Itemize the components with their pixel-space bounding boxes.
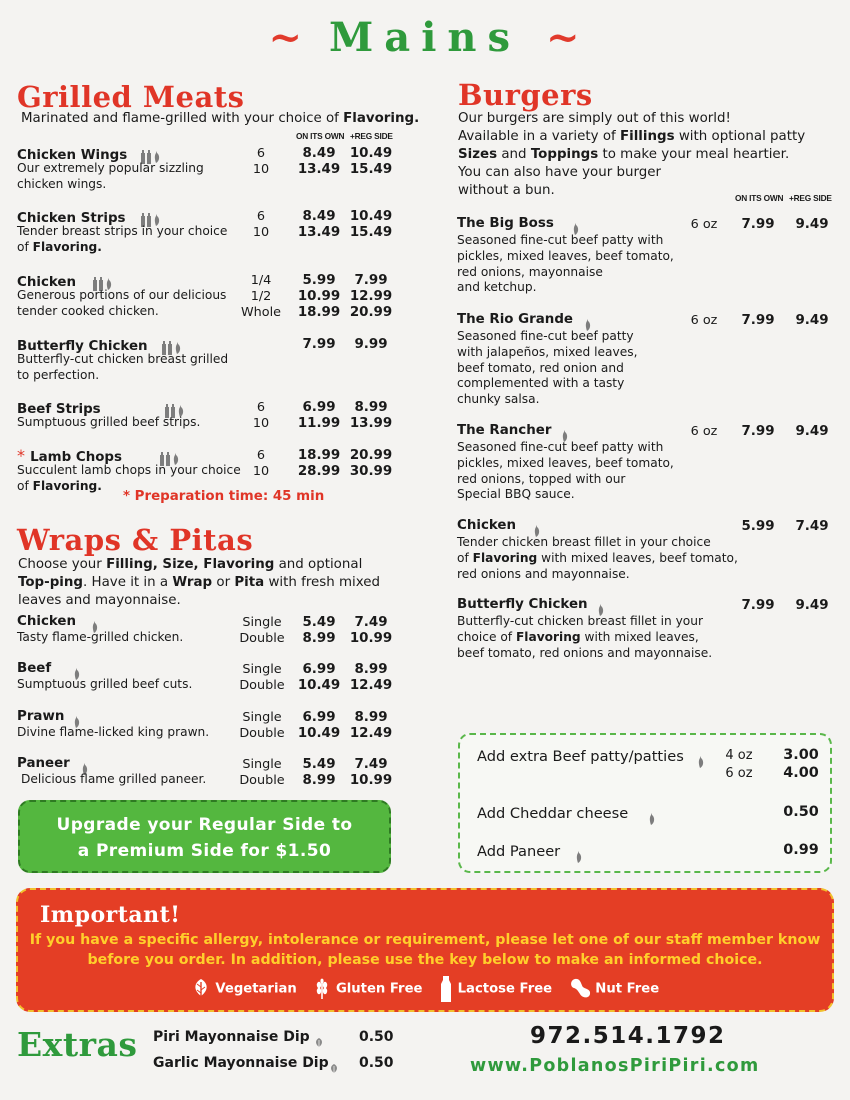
item-diet-icons: [308, 1031, 324, 1051]
grilled-col-side: +REG SIDE: [350, 131, 393, 141]
burgers-intro-l2b: Fillings: [619, 129, 675, 144]
wraps-intro-1: Choose your: [18, 557, 107, 572]
desc-part: of: [457, 550, 473, 565]
price-own: 18.99: [297, 448, 341, 463]
price-with-side: 10.99: [349, 631, 393, 646]
diet-icons: [696, 751, 705, 770]
price-own: 8.99: [302, 773, 336, 788]
price-own: 7.99: [741, 313, 775, 328]
legend-lactose-free: [439, 975, 552, 1003]
burgers-intro-l3c: Toppings: [530, 147, 599, 162]
important-text: [18, 930, 832, 970]
wraps-intro-9: with fresh mixed leaves and mayonnaise.: [18, 575, 381, 608]
chili-icon: [574, 850, 583, 864]
burger-desc-line: red onions and mayonnaise.: [457, 566, 630, 581]
upgrade-line-2: a Premium Side for $1.50: [77, 841, 332, 861]
desc-text: Tender breast strips in your choice of: [17, 224, 228, 254]
price-own: 5.49: [302, 615, 336, 630]
wraps-intro-6: Wrap: [172, 575, 213, 590]
burger-desc-line: pickles, mixed leaves, beef tomato,: [457, 248, 674, 263]
burger-desc-line: with jalapeños, mixed leaves,: [457, 344, 638, 359]
upgrade-line-1: Upgrade your Regular Side to: [56, 815, 353, 835]
grilled-item-desc: [17, 224, 242, 256]
wrap-item-desc: Tasty flame-grilled chicken.: [17, 630, 184, 644]
price-with-side: 13.99: [349, 416, 393, 431]
legend-gluten-free: [313, 978, 422, 1000]
wraps-intro-3: and optional: [274, 557, 363, 572]
price-with-side: 9.49: [795, 424, 829, 439]
grilled-meats-intro-bold: Flavoring.: [343, 111, 420, 126]
portion-label: 10: [252, 162, 270, 177]
burger-desc-line: Tender chicken breast fillet in your choice: [457, 535, 711, 549]
price-own: 28.99: [297, 464, 341, 479]
price-with-side: 9.49: [795, 217, 829, 232]
burger-desc-line: beef tomato, red onions and mayonnaise.: [457, 645, 713, 660]
portion-label: Double: [239, 631, 285, 646]
burgers-intro-l2a: Available in a variety of: [458, 129, 620, 144]
addon-price: 0.50: [783, 804, 819, 820]
portion-label: Single: [242, 615, 282, 630]
item-name: Beef Strips: [17, 402, 101, 417]
desc-part: with mixed leaves, beef tomato,: [537, 550, 738, 565]
important-notice: [16, 888, 834, 1012]
wheat-icon: [313, 978, 331, 1000]
price-with-side: 7.99: [354, 273, 388, 288]
desc-bold: Flavoring: [472, 550, 538, 565]
grilled-item-desc: [17, 161, 242, 193]
burger-desc-line: Butterfly-cut chicken breast fillet in your: [457, 614, 703, 628]
wrap-item-desc: Delicious flame grilled paneer.: [21, 772, 207, 786]
burger-item-name: The Big Boss: [457, 216, 554, 231]
item-name: Butterfly Chicken: [17, 339, 148, 354]
addon-size: 6 oz: [725, 766, 753, 781]
price-own: 13.49: [297, 162, 341, 177]
portion-label: 6: [256, 209, 266, 224]
burger-item-name: Butterfly Chicken: [457, 597, 588, 612]
page-title: [0, 14, 850, 61]
burgers-intro-l1: Our burgers are simply out of this world!: [458, 111, 731, 126]
item-diet-icons: [690, 750, 705, 770]
extra-item-name: Garlic Mayonnaise Dip: [153, 1055, 329, 1071]
leaf-icon: [191, 978, 211, 1000]
dietary-legend: [18, 975, 832, 1003]
price-own: 8.49: [302, 146, 336, 161]
burger-desc-line: red onions, topped with our: [457, 471, 626, 486]
item-diet-icons: [568, 845, 583, 865]
burgers-intro: [458, 110, 818, 200]
grilled-meats-intro-text: Marinated and flame-grilled with your choice of: [21, 111, 344, 126]
price-own: 11.99: [297, 416, 341, 431]
wrap-item-desc: Sumptuous grilled beef cuts.: [17, 677, 193, 691]
extra-item-name: Piri Mayonnaise Dip: [153, 1029, 310, 1045]
burgers-intro-l3: [458, 146, 818, 164]
desc-part: with mixed leaves,: [580, 629, 699, 644]
patty-size: 6 oz: [690, 313, 718, 328]
portion-label: 6: [256, 400, 266, 415]
price-with-side: 9.99: [354, 337, 388, 352]
patty-size: 6 oz: [690, 217, 718, 232]
portion-label: Double: [239, 773, 285, 788]
price-own: 8.99: [302, 631, 336, 646]
page-title-text: Mains: [329, 14, 521, 61]
extra-item-price: 0.50: [359, 1029, 394, 1045]
price-own: 6.99: [302, 400, 336, 415]
burger-desc-line: Seasoned fine-cut beef patty with: [457, 233, 664, 247]
burgers-intro-l3d: to make your meal heartier.: [598, 147, 790, 162]
wrap-item-name: Chicken: [17, 614, 77, 629]
item-name: Chicken Wings: [17, 148, 128, 163]
leaf-icon: [329, 1063, 339, 1075]
burgers-intro-l3b: and: [497, 147, 531, 162]
price-own: 8.49: [302, 209, 336, 224]
grilled-meats-intro: [21, 110, 419, 128]
portion-label: Single: [242, 710, 282, 725]
price-own: 7.99: [741, 424, 775, 439]
extras-title: Extras: [17, 1025, 138, 1064]
portion-label: 6: [256, 448, 266, 463]
price-with-side: 12.49: [349, 726, 393, 741]
diet-icons: [314, 1032, 324, 1051]
diet-icons: [574, 846, 583, 865]
burgers-intro-l3a: Sizes: [458, 147, 498, 162]
price-with-side: 20.99: [349, 448, 393, 463]
diet-icons: [647, 808, 656, 827]
burgers-intro-l2: [458, 128, 818, 146]
desc-part: choice of: [457, 629, 516, 644]
grilled-item-desc: [17, 288, 242, 320]
price-with-side: 7.49: [354, 615, 388, 630]
desc-bold: Flavoring.: [32, 239, 102, 254]
grilled-item-desc: [17, 352, 242, 384]
price-with-side: 8.99: [354, 662, 388, 677]
burger-desc-line: [457, 630, 699, 646]
burger-desc-line: Special BBQ sauce.: [457, 487, 575, 502]
price-own: 7.99: [741, 217, 775, 232]
price-own: 10.49: [297, 726, 341, 741]
chili-icon: [647, 812, 656, 826]
burger-desc-line: pickles, mixed leaves, beef tomato,: [457, 455, 674, 470]
burgers-col-side: +REG SIDE: [789, 193, 832, 203]
portion-label: 10: [252, 225, 270, 240]
price-own: 7.99: [741, 598, 775, 613]
legend-vegetarian: [191, 978, 297, 1000]
price-with-side: 20.99: [349, 305, 393, 320]
burgers-intro-l5: without a bun.: [458, 183, 555, 198]
price-with-side: 10.49: [349, 146, 393, 161]
portion-label: 1/4: [250, 273, 272, 288]
portion-label: Single: [242, 757, 282, 772]
price-with-side: 9.49: [795, 313, 829, 328]
upgrade-side-banner: [18, 800, 391, 873]
price-with-side: 7.49: [795, 519, 829, 534]
chili-icon: [696, 755, 705, 769]
price-own: 7.99: [302, 337, 336, 352]
grilled-item-desc: [17, 415, 242, 431]
grilled-col-own: ON ITS OWN: [296, 131, 345, 141]
price-own: 5.99: [741, 519, 775, 534]
desc-bold: Flavoring: [515, 629, 581, 644]
important-line-2: before you order. In addition, please use the key below to make an informed choice.: [87, 952, 763, 968]
title-decor-left: ~: [268, 14, 305, 61]
legend-label-nut-free: Nut Free: [595, 981, 660, 997]
burger-desc-line: beef tomato, red onion and: [457, 360, 624, 375]
price-own: 13.49: [297, 225, 341, 240]
addon-name: Add Cheddar cheese: [477, 805, 629, 822]
burger-desc-line: red onions, mayonnaise: [457, 264, 603, 279]
portion-label: 6: [256, 146, 266, 161]
price-own: 18.99: [297, 305, 341, 320]
wrap-item-desc: Divine flame-licked king prawn.: [17, 725, 210, 739]
item-diet-icons: [641, 807, 656, 827]
addon-name: Add extra Beef patty/patties: [477, 748, 684, 765]
price-with-side: 12.49: [349, 678, 393, 693]
legend-label-lactose-free: Lactose Free: [457, 981, 553, 997]
extra-item-price: 0.50: [359, 1055, 394, 1071]
portion-label: 10: [252, 416, 270, 431]
desc-text: Generous portions of our delicious tender cooked chicken.: [17, 288, 227, 318]
price-with-side: 10.99: [349, 773, 393, 788]
important-line-1: If you have a specific allergy, intolerance or requirement, please let one of our staff member know: [29, 932, 821, 948]
portion-label: 1/2: [250, 289, 272, 304]
price-own: 10.49: [297, 678, 341, 693]
desc-text: Butterfly-cut chicken breast grilled to perfection.: [17, 352, 229, 382]
title-decor-right: ~: [545, 14, 582, 61]
burgers-intro-l4: You can also have your burger: [458, 165, 661, 180]
burger-desc-line: Seasoned fine-cut beef patty: [457, 329, 634, 343]
desc-text: Sumptuous grilled beef strips.: [17, 415, 201, 429]
prep-time-note: * Preparation time: 45 min: [123, 489, 325, 504]
burgers-col-own: ON ITS OWN: [735, 193, 784, 203]
portion-label: Double: [239, 726, 285, 741]
price-with-side: 15.49: [349, 162, 393, 177]
price-own: 6.99: [302, 662, 336, 677]
diet-icons: [329, 1058, 339, 1077]
price-own: 5.49: [302, 757, 336, 772]
item-name: Chicken Strips: [17, 211, 126, 226]
wraps-intro-2: Filling, Size, Flavoring: [106, 557, 275, 572]
milk-bottle-icon: [439, 975, 453, 1003]
wraps-title: Wraps & Pitas: [17, 523, 254, 557]
burger-item-name: The Rancher: [457, 423, 552, 438]
important-title: Important!: [40, 902, 181, 928]
addon-price: 0.99: [783, 842, 819, 858]
price-with-side: 8.99: [354, 710, 388, 725]
price-with-side: 12.99: [349, 289, 393, 304]
burger-desc-line: complemented with a tasty: [457, 376, 625, 391]
price-with-side: 15.49: [349, 225, 393, 240]
desc-bold: Flavoring.: [32, 478, 102, 493]
leaf-icon: [314, 1037, 324, 1049]
portion-label: Single: [242, 662, 282, 677]
legend-label-gluten-free: Gluten Free: [335, 981, 423, 997]
price-with-side: 9.49: [795, 598, 829, 613]
legend-nut-free: [569, 977, 659, 1001]
wrap-item-name: Prawn: [17, 709, 65, 724]
item-name: Lamb Chops: [30, 450, 122, 465]
burger-item-name: The Rio Grande: [457, 312, 574, 327]
price-own: 5.99: [302, 273, 336, 288]
burger-desc-line: Seasoned fine-cut beef patty with: [457, 440, 664, 454]
addon-size: 4 oz: [725, 748, 753, 763]
burger-desc-line: and ketchup.: [457, 280, 537, 295]
website-link[interactable]: www.PoblanosPiriPiri.com: [470, 1056, 760, 1076]
portion-label: Whole: [240, 305, 282, 320]
wrap-item-name: Paneer: [17, 756, 70, 771]
item-diet-icons: [323, 1057, 339, 1077]
wraps-intro-5: . Have it in a: [83, 575, 173, 590]
portion-label: 10: [252, 464, 270, 479]
price-with-side: 7.49: [354, 757, 388, 772]
addon-price: 4.00: [783, 765, 819, 781]
desc-text: Succulent lamb chops in your choice of: [17, 463, 241, 493]
legend-label-vegetarian: Vegetarian: [215, 981, 297, 997]
portion-label: Double: [239, 678, 285, 693]
wraps-intro-4: Top-ping: [18, 575, 83, 590]
desc-text: Our extremely popular sizzling chicken wings.: [17, 161, 204, 191]
peanut-icon: [569, 977, 591, 1001]
burgers-title: Burgers: [458, 78, 593, 112]
price-own: 6.99: [302, 710, 336, 725]
price-with-side: 10.49: [349, 209, 393, 224]
patty-size: 6 oz: [690, 424, 718, 439]
item-name: Chicken: [17, 275, 77, 290]
wrap-item-name: Beef: [17, 661, 52, 676]
price-with-side: 8.99: [354, 400, 388, 415]
price-own: 10.99: [297, 289, 341, 304]
wraps-intro-8: Pita: [234, 575, 265, 590]
burger-desc-line: [457, 551, 738, 567]
star-marker: *: [17, 446, 25, 465]
wraps-intro-7: or: [212, 575, 235, 590]
wraps-intro: [18, 556, 388, 610]
grilled-meats-title: Grilled Meats: [17, 80, 245, 114]
addon-price: 3.00: [783, 747, 819, 763]
phone-number[interactable]: 972.514.1792: [530, 1023, 726, 1049]
price-with-side: 30.99: [349, 464, 393, 479]
burger-desc-line: chunky salsa.: [457, 392, 540, 407]
burger-item-name: Chicken: [457, 518, 517, 533]
burgers-intro-l2c: with optional patty: [674, 129, 806, 144]
addon-name: Add Paneer: [477, 843, 561, 860]
